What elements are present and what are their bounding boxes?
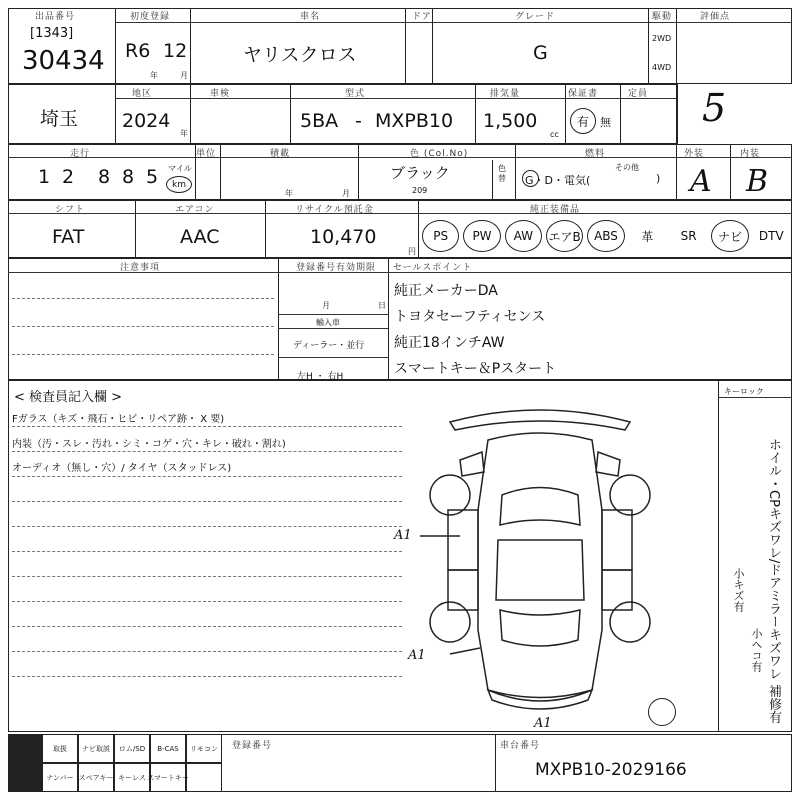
divider: [220, 144, 221, 200]
divider: [358, 144, 359, 200]
reg-valid-day: 日: [378, 301, 386, 310]
mileage-digit-4: 8: [122, 166, 135, 188]
keylock-divider: [718, 380, 719, 732]
inspector-line: [12, 501, 402, 502]
year-unit: 年: [150, 71, 158, 80]
shaken-label: 車検: [210, 89, 231, 99]
footer-accessory-cell: ナンバー: [42, 763, 78, 792]
row3-header-line: [8, 157, 792, 158]
model-year: 2024: [122, 110, 171, 132]
type-label: 型式: [345, 89, 366, 99]
type-sep: -: [355, 110, 362, 132]
score-label: 評価点: [700, 12, 731, 22]
row2-header-line: [115, 98, 677, 99]
sales-points-label: セールスポイント: [393, 263, 473, 273]
keylock-line: [718, 397, 792, 398]
drive-label: 駆動: [652, 12, 673, 22]
fuel-label: 燃料: [585, 149, 606, 159]
door-label: ドア: [412, 12, 432, 22]
fuel-other: その他: [615, 163, 639, 172]
divider: [418, 200, 419, 258]
mileage-digit-3: 8: [98, 166, 111, 188]
inspector-line: [12, 626, 402, 627]
equipment-item: SR: [680, 229, 697, 243]
grade-label: グレード: [515, 12, 556, 22]
damage-mark-1: A1: [394, 528, 412, 543]
equipment-item: 革: [641, 229, 654, 244]
damage-leader-line: [450, 648, 480, 654]
inspector-line-1: Fガラス（キズ・飛石・ヒビ・リペア跡・ X 要): [12, 414, 225, 425]
footer-accessory-cell: スペアキー: [78, 763, 114, 792]
footer-accessory-cell: ナビ取説: [78, 734, 114, 763]
sales-point-4: スマートキー＆Pスタート: [394, 361, 557, 377]
notes-line: [12, 354, 274, 355]
equipment-item: ナビ: [711, 220, 748, 252]
footer-black-tab: [8, 734, 42, 792]
damage-mark-3: A1: [534, 716, 552, 731]
equipment-item: AW: [505, 220, 542, 252]
divider: [730, 144, 731, 200]
mileage-digit-2: 2: [62, 166, 75, 188]
notes-line: [12, 326, 274, 327]
inspector-line: [12, 476, 402, 477]
divider: [515, 144, 516, 200]
auction-number: [1343]: [30, 26, 74, 41]
color-name: ブラック: [390, 164, 450, 182]
row1-header-line: [115, 22, 792, 23]
left-mirror: [460, 452, 484, 476]
divider: [620, 84, 621, 144]
damage-mark-2: A1: [408, 648, 426, 663]
color-label: 色 (Col.No): [410, 149, 469, 159]
footer-accessory-cell: [186, 763, 222, 792]
damage-note-sub-2: 小ヘコ有: [750, 628, 763, 672]
front-bumper-shape: [450, 410, 630, 430]
recycle-label: リサイクル預託金: [295, 205, 374, 215]
inspector-line-2: 内装（汚・スレ・汚れ・シミ・コゲ・穴・キレ・破れ・割れ): [12, 439, 286, 450]
divider: [432, 8, 433, 84]
left-rear-wheel: [430, 602, 470, 642]
mileage-digit-1: 1: [38, 166, 51, 188]
color-side: 色替: [498, 164, 506, 183]
month-unit: 月: [180, 71, 188, 80]
inspector-frame: [8, 380, 792, 732]
model-name-label: 車名: [300, 12, 321, 22]
interior-label: 内装: [740, 149, 761, 159]
footer-accessory-cell: キーレス: [114, 763, 150, 792]
divider: [388, 258, 389, 380]
shaken-month-unit: 月: [342, 189, 350, 198]
equipment-item: DTV: [758, 229, 784, 243]
lot-label: 出品番号: [35, 12, 76, 22]
divider: [565, 84, 566, 144]
displacement: 1,500: [483, 110, 538, 132]
shaken-year-unit: 年: [285, 189, 293, 198]
divider: [115, 8, 116, 84]
warranty-yes: 有: [570, 108, 596, 134]
warranty-label: 保証書: [568, 89, 599, 99]
divider: [265, 200, 266, 258]
sales-point-2: トヨタセーフティセンス: [394, 309, 546, 325]
dealer-value: ディーラー・並行: [293, 341, 365, 351]
footer-accessory-cell: スマートキー: [150, 763, 186, 792]
grade-value: G: [533, 42, 548, 64]
divider: [405, 8, 406, 84]
sales-point-1: 純正メーカーDA: [394, 283, 498, 299]
unit-label: 単位: [196, 149, 217, 159]
lot-number: 30434: [22, 46, 105, 76]
region-label: 地区: [132, 89, 153, 99]
right-front-door: [602, 510, 632, 570]
dealer-line: [278, 328, 388, 329]
region-prefecture: 埼玉: [40, 108, 79, 130]
divider: [475, 84, 476, 144]
displacement-unit: cc: [550, 130, 559, 139]
equipment-item: PW: [463, 220, 500, 252]
left-rear-door: [448, 570, 478, 610]
exterior-rating: A: [690, 164, 712, 199]
roof-shape: [496, 540, 584, 600]
reg-valid-month: 月: [322, 301, 330, 310]
right-mirror: [596, 452, 620, 476]
notes-line: [12, 298, 274, 299]
sales-point-3: 純正18インチAW: [394, 335, 505, 351]
first-reg-era-year: R6: [125, 40, 151, 62]
color-code: 209: [412, 186, 428, 195]
right-rear-wheel: [610, 602, 650, 642]
reg-valid-label: 登録番号有効期限: [296, 263, 377, 273]
exterior-label: 外装: [684, 149, 705, 159]
divider: [290, 84, 291, 144]
reg-no-label: 登録番号: [232, 741, 273, 751]
first-reg-month: 12: [163, 40, 188, 62]
divider: [135, 200, 136, 258]
mileage-unit-mile: マイル: [168, 164, 192, 173]
tonnage-label: 積載: [270, 149, 291, 159]
mileage-label: 走行: [70, 149, 91, 159]
equipment-item: PS: [422, 220, 459, 252]
keylock-label: キーロック: [724, 387, 764, 396]
fuel-options: G・D・電気(: [525, 174, 591, 187]
inspector-line: [12, 551, 402, 552]
equipment-item: エアB: [546, 220, 583, 252]
warranty-no: 無: [600, 116, 611, 129]
rear-window-shape: [500, 610, 580, 646]
dealer-heading: 輸入車: [316, 318, 340, 327]
footer-accessory-cell: ロム/SD: [114, 734, 150, 763]
recycle-unit: 円: [408, 247, 416, 256]
divider: [190, 8, 191, 84]
damage-note-sub-1: 小キズ有: [732, 568, 745, 612]
inspector-line: [12, 651, 402, 652]
recycle-value: 10,470: [310, 226, 377, 248]
right-front-wheel: [610, 475, 650, 515]
inspector-line: [12, 601, 402, 602]
shift-value: FAT: [52, 226, 85, 248]
footer-accessory-cell: 取扱: [42, 734, 78, 763]
reg-valid-line: [278, 314, 388, 315]
inspector-line: [12, 526, 402, 527]
car-damage-diagram: [420, 400, 660, 720]
interior-rating: B: [746, 164, 769, 199]
ac-value: AAC: [180, 226, 220, 248]
inspector-line: [12, 676, 402, 677]
shift-label: シフト: [55, 205, 86, 215]
chassis-label: 車台番号: [500, 741, 541, 751]
equipment-item: ABS: [587, 220, 624, 252]
equipment-label: 純正装備品: [530, 205, 581, 215]
fuel-close: ): [656, 172, 661, 185]
mileage-unit-km: km: [166, 176, 192, 193]
right-rear-door: [602, 570, 632, 610]
windshield-shape: [500, 488, 580, 526]
left-front-wheel: [430, 475, 470, 515]
equipment-row: [420, 214, 792, 258]
inspector-line: [12, 426, 402, 427]
footer-accessory-cell: B-CAS: [150, 734, 186, 763]
type-code: MXPB10: [375, 110, 454, 132]
model-name: ヤリスクロス: [243, 44, 357, 66]
notes-label: 注意事項: [120, 263, 161, 273]
divider: [115, 84, 116, 144]
divider: [278, 258, 279, 380]
rear-bumper-shape: [488, 690, 592, 709]
inspector-label: < 検査員記入欄 >: [14, 390, 123, 405]
ac-label: エアコン: [175, 205, 215, 215]
left-front-door: [448, 510, 478, 570]
divider: [195, 144, 196, 200]
divider: [495, 734, 496, 792]
drive-hand: 左H ・ 右H: [297, 372, 344, 382]
inspector-line-3: オーディオ（無し・穴）/ タイヤ（スタッドレス): [12, 463, 232, 474]
score-value: 5: [702, 86, 727, 130]
cc-label: 排気量: [490, 89, 521, 99]
first-reg-label: 初度登録: [130, 12, 171, 22]
type-prefix: 5BA: [300, 110, 339, 132]
capacity-label: 定員: [628, 89, 649, 99]
damage-note-vertical: ホイル・CPキズワレ/ドアミラーキズワレ 補修有: [766, 438, 781, 724]
sunroof-circle: [648, 698, 676, 726]
model-year-unit: 年: [180, 129, 188, 138]
chassis-number: MXPB10-2029166: [535, 760, 687, 780]
divider: [492, 160, 493, 200]
notes-header-line: [8, 272, 792, 273]
mileage-digit-5: 5: [146, 166, 159, 188]
divider: [676, 144, 677, 200]
hand-line: [278, 357, 388, 358]
inspector-line: [12, 576, 402, 577]
divider: [648, 8, 649, 84]
divider: [190, 84, 191, 144]
footer-accessory-cell: リモコン: [186, 734, 222, 763]
inspector-line: [12, 451, 402, 452]
drive-4wd: 4WD: [652, 63, 672, 72]
drive-2wd: 2WD: [652, 34, 672, 43]
